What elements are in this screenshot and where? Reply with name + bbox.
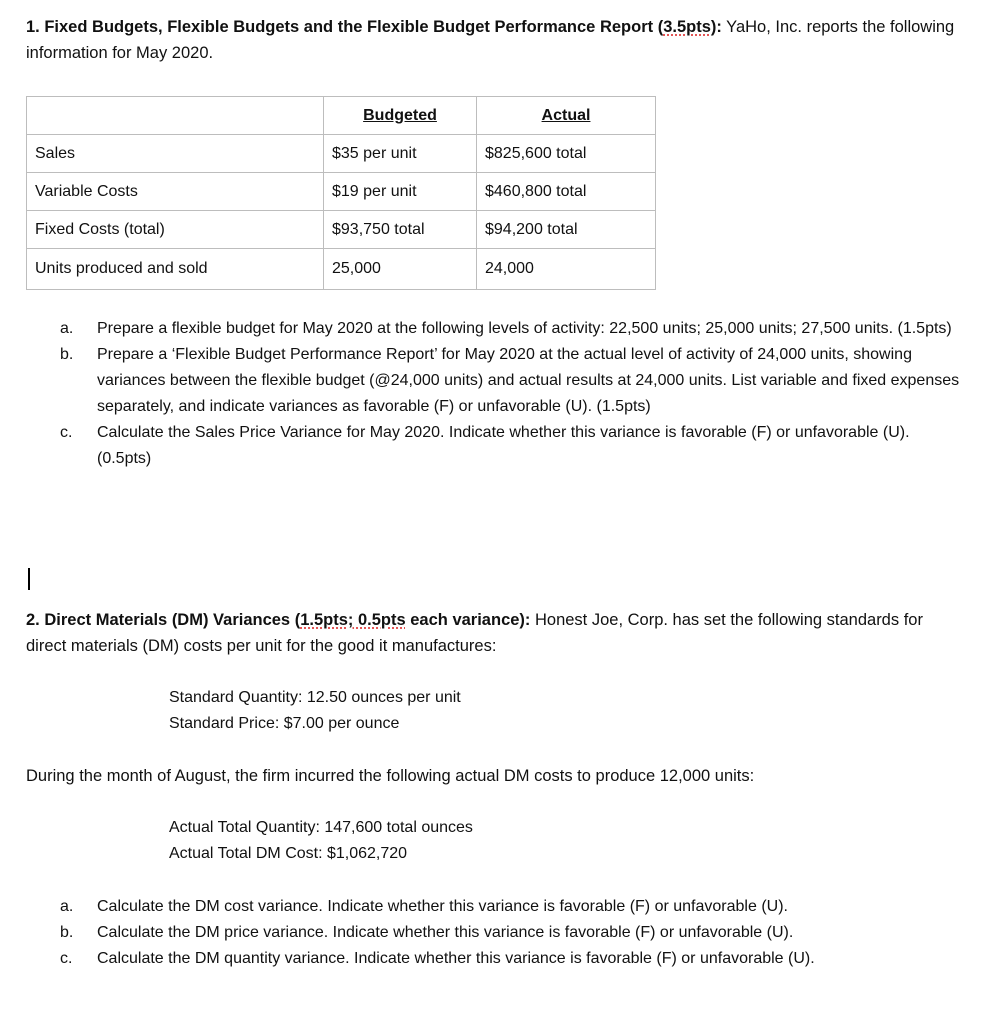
table-header-budgeted: Budgeted (324, 97, 477, 135)
list-item-text: Calculate the DM quantity variance. Indicate whether this variance is favorable (F) or unfavorable (U). (97, 950, 815, 967)
list-item-letter: b. (60, 924, 74, 941)
table-cell-actual: $825,600 total (477, 135, 656, 173)
list-item (60, 420, 965, 472)
table-cell-label: Variable Costs (27, 173, 324, 211)
during-paragraph: During the month of August, the firm incurred the following actual DM costs to produce 12,000 units: (26, 767, 755, 785)
q2-heading (26, 607, 966, 659)
list-item-text: Prepare a flexible budget for May 2020 at the following levels of activity: 22,500 units; 25,000 units; 27,500 units. (1.5pts) (97, 320, 952, 337)
q1-task-list (60, 316, 965, 472)
q1-heading (26, 14, 966, 66)
budget-data-table (26, 96, 656, 290)
standard-quantity: Standard Quantity: 12.50 ounces per unit (169, 689, 461, 706)
list-item-text: Prepare a ‘Flexible Budget Performance Report’ for May 2020 at the actual level of activity of 24,000 units, showing variances between the flexible budget (@24,000 units) and actual results at 24,000 units. List variable and fixed expenses separately, and indicate variances as favorable (F) or unfavorable (U). (1.5pts) (97, 346, 960, 415)
table-cell-actual: $94,200 total (477, 211, 656, 249)
standards-block (169, 685, 461, 737)
actuals-block (169, 815, 473, 867)
list-item-letter: a. (60, 898, 74, 915)
table-cell-budgeted: $93,750 total (324, 211, 477, 249)
q2-title-rest: Honest Joe, Corp. has set the following standards for direct materials (DM) costs per unit for the good it manufactures: (26, 611, 923, 655)
table-cell-budgeted: $19 per unit (324, 173, 477, 211)
list-item-letter: c. (60, 950, 73, 967)
list-item-letter: b. (60, 346, 74, 363)
table-header-blank (27, 97, 324, 135)
q1-title-points: 3.5pts (663, 18, 711, 36)
standard-price: Standard Price: $7.00 per ounce (169, 715, 400, 732)
q2-title-bold-b: each variance): (405, 611, 531, 629)
actual-quantity: Actual Total Quantity: 147,600 total ounces (169, 819, 473, 836)
table-row (27, 249, 656, 290)
list-item-letter: c. (60, 424, 73, 441)
q1-title-close: ): (710, 18, 722, 36)
list-item-text: Calculate the DM cost variance. Indicate whether this variance is favorable (F) or unfavorable (U). (97, 898, 788, 915)
table-header-row (27, 97, 656, 135)
list-item (60, 894, 965, 920)
list-item (60, 946, 965, 972)
q1-title-rest: YaHo, Inc. reports the following information for May 2020. (26, 18, 955, 62)
list-item (60, 316, 965, 342)
list-item (60, 342, 965, 420)
q1-title-bold: 1. Fixed Budgets, Flexible Budgets and the Flexible Budget Performance Report ( (26, 18, 664, 36)
table-cell-label: Fixed Costs (total) (27, 211, 324, 249)
q2-title-bold-a: 2. Direct Materials (DM) Variances ( (26, 611, 301, 629)
list-item-text: Calculate the DM price variance. Indicate whether this variance is favorable (F) or unfavorable (U). (97, 924, 794, 941)
q2-task-list (60, 894, 965, 972)
table-cell-label: Sales (27, 135, 324, 173)
table-row (27, 211, 656, 249)
actual-cost: Actual Total DM Cost: $1,062,720 (169, 845, 408, 862)
table-cell-budgeted: $35 per unit (324, 135, 477, 173)
table-cell-budgeted: 25,000 (324, 249, 477, 290)
table-row (27, 135, 656, 173)
text-cursor (28, 568, 30, 590)
list-item-text: Calculate the Sales Price Variance for May 2020. Indicate whether this variance is favorable (F) or unfavorable (U). (0.5pts) (97, 424, 910, 467)
table-header-actual: Actual (477, 97, 656, 135)
table-row (27, 173, 656, 211)
list-item-letter: a. (60, 320, 74, 337)
table-cell-label: Units produced and sold (27, 249, 324, 290)
q2-title-points: 1.5pts; 0.5pts (300, 611, 406, 629)
table-cell-actual: $460,800 total (477, 173, 656, 211)
list-item (60, 920, 965, 946)
table-cell-actual: 24,000 (477, 249, 656, 290)
